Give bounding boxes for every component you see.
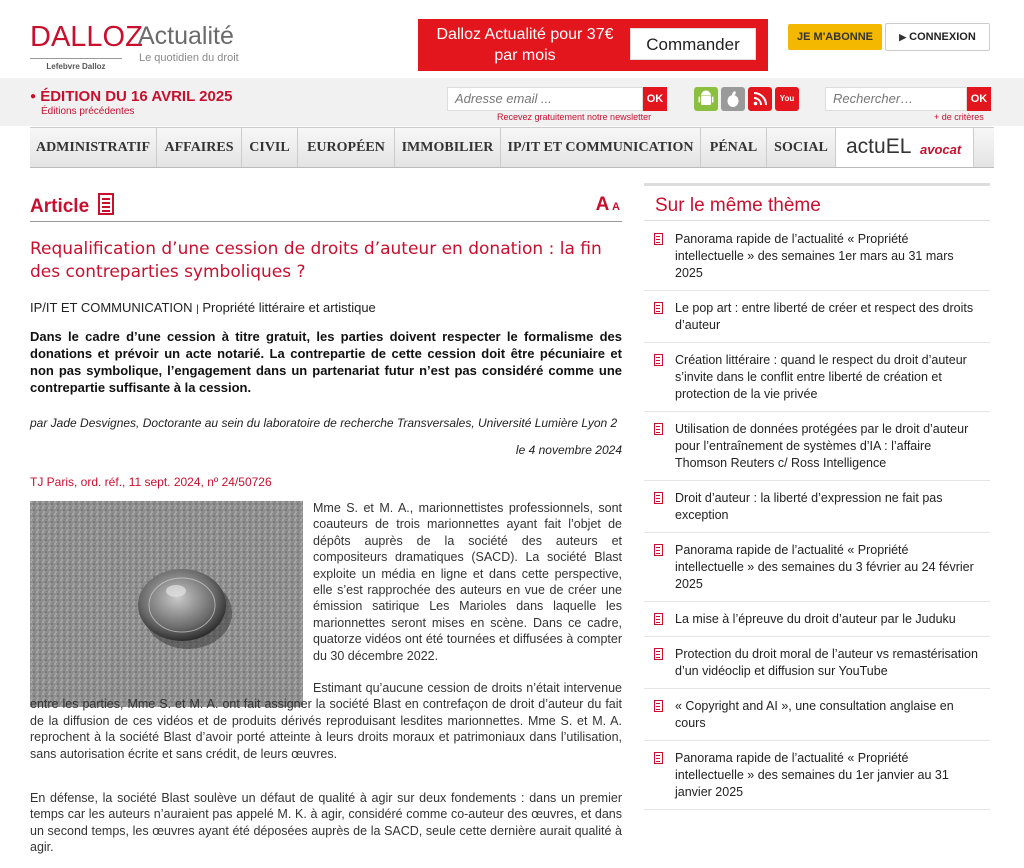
article-author: par Jade Desvignes, Doctorante au sein du laboratoire de recherche Transversales, Université Lumière Lyon 2: [30, 416, 618, 430]
category-separator: |: [196, 304, 199, 315]
document-icon: [654, 648, 663, 660]
document-icon: [654, 233, 663, 245]
nav-item-ip-it[interactable]: IP/IT ET COMMUNICATION: [501, 128, 701, 167]
document-icon: [654, 423, 663, 435]
related-item-link[interactable]: Le pop art : entre liberté de créer et respect des droits d’auteur: [675, 301, 974, 332]
related-item-link[interactable]: Droit d’auteur : la liberté d’expression ne fait pas exception: [675, 491, 943, 522]
site-name: Actualité: [138, 22, 234, 50]
related-item[interactable]: [644, 602, 990, 637]
category-sub-link[interactable]: Propriété littéraire et artistique: [202, 300, 376, 315]
article-paragraph-1: [313, 500, 622, 664]
newsletter-email-input[interactable]: Adresse email ...: [447, 87, 643, 111]
promo-text: Dalloz Actualité pour 37€ par mois: [436, 26, 614, 64]
nav-item-immobilier[interactable]: IMMOBILIER: [395, 128, 501, 167]
related-item-link[interactable]: Création littéraire : quand le respect du droit d’auteur s’invite dans le conflit entre liberté de création et protection de la vie privée: [675, 353, 967, 401]
promo-banner[interactable]: [418, 19, 768, 71]
apple-icon[interactable]: [721, 87, 745, 111]
rss-icon[interactable]: [748, 87, 772, 111]
related-item[interactable]: [644, 533, 990, 602]
related-item-link[interactable]: Panorama rapide de l’actualité « Propriété intellectuelle » des semaines 1er mars au 31 mars 2025: [675, 232, 954, 280]
avocat-logo-text: avocat: [920, 142, 962, 157]
related-item-link[interactable]: « Copyright and AI », une consultation anglaise en cours: [675, 699, 954, 730]
edition-title: [30, 88, 233, 105]
header: [0, 0, 1024, 78]
nav-item-civil[interactable]: CIVIL: [242, 128, 298, 167]
article-lede: Dans le cadre d’une cession à titre gratuit, les parties doivent respecter le formalisme des donations et prévoir un acte notarié. La contrepartie de cette cession doit être pécuniaire et non pas symbolique, l’engagement dans un partenariat futur n’est pas considéré comme une contrepartie suffisante à la cession.: [30, 329, 622, 395]
related-item-link[interactable]: Panorama rapide de l’actualité « Propriété intellectuelle » des semaines du 1er janvier au 31 janvier 2025: [675, 751, 949, 799]
paragraph-1-text: Mme S. et M. A., marionnettistes professionnels, sont coauteurs de trois marionnettes ayant fait l’objet de dépôts auprès de la société des auteurs et compositeurs dramatiques (SACD). La société Blast exploite un média en ligne et dans cette perspective, elle s’est rapprochée des auteurs en vue de créer une émission satirique Les Marioles dans laquelle les marionnettes seront mises en scène. Dans ce cadre, quatorze vidéos ont été tournées et diffusées à compter du 30 décembre 2022.: [313, 501, 622, 663]
document-icon: [654, 752, 663, 764]
coin-on-pavement-image: [30, 501, 303, 707]
article-title: Requalification d’une cession de droits d’auteur en donation : la fin des contreparties symboliques ?: [30, 239, 602, 282]
document-icon: [654, 492, 663, 504]
login-button[interactable]: [885, 23, 990, 51]
document-icon: [654, 354, 663, 366]
document-icon: [98, 193, 114, 215]
bullet-icon: ●: [30, 91, 37, 102]
related-item[interactable]: [644, 222, 990, 291]
article-label: Article: [30, 196, 90, 217]
logo-subtitle: Lefebvre Dalloz: [30, 58, 122, 71]
newsletter-ok-button[interactable]: OK: [643, 87, 667, 111]
edition-label: ÉDITION DU 16 AVRIL 2025: [40, 88, 233, 105]
previous-editions-link[interactable]: Éditions précédentes: [41, 106, 135, 117]
related-item-link[interactable]: La mise à l’épreuve du droit d’auteur par le Juduku: [675, 612, 956, 626]
related-item[interactable]: [644, 637, 990, 689]
related-list: [644, 222, 990, 810]
nav-item-affaires[interactable]: AFFAIRES: [157, 128, 242, 167]
dalloz-logo[interactable]: [30, 21, 143, 71]
related-item-link[interactable]: Protection du droit moral de l’auteur vs remastérisation d’un vidéoclip et diffusion sur YouTube: [675, 647, 978, 678]
nav-item-penal[interactable]: PÉNAL: [701, 128, 767, 167]
nav-item-actuel-avocat[interactable]: [836, 128, 974, 167]
logo-text: DALLOZ: [30, 21, 143, 53]
play-icon: ▶: [899, 32, 907, 42]
actuel-logo-text: actuEL: [846, 135, 912, 158]
paragraph-3-text: En défense, la société Blast soulève un défaut de qualité à agir sur deux fondements : dans un premier temps car les auteurs n’auraient pas appelé M. K. à agir, considéré comme co-auteur des œuvres, et dans un second temps, les œuvres ayant été déposées auprès de la SACD, seule cette dernière aurait qualité à agir.: [30, 791, 622, 855]
related-item[interactable]: [644, 689, 990, 741]
related-item-link[interactable]: Panorama rapide de l’actualité « Propriété intellectuelle » des semaines du 3 février au 24 février 2025: [675, 543, 974, 591]
article-paragraph-2: [30, 680, 622, 762]
document-icon: [654, 700, 663, 712]
document-icon: [654, 302, 663, 314]
related-item[interactable]: [644, 741, 990, 810]
document-icon: [654, 544, 663, 556]
article-reference[interactable]: TJ Paris, ord. réf., 11 sept. 2024, nº 24/50726: [30, 475, 272, 489]
related-item[interactable]: [644, 412, 990, 481]
nav-item-administratif[interactable]: ADMINISTRATIF: [30, 128, 157, 167]
article-paragraph-3: [30, 790, 622, 856]
paragraph-2-text: Estimant qu’aucune cession de droits n’était intervenue entre les parties, Mme S. et M. A. ont fait assigner la société Blast en contrefaçon de droit d’auteur du fait de la diffusion de ces vidéos et de produits dérivés reproduisant lesdites marionnettes. Mme S. et M. A. reprochent à la société Blast d’avoir porté atteinte à leurs droits moraux et patrimoniaux dans l’utilisation, sans autorisation écrite et sans crédit, de leurs œuvres.: [30, 681, 622, 761]
article-header: [30, 192, 622, 222]
more-criteria-link[interactable]: + de critères: [934, 112, 984, 122]
font-size-icon[interactable]: A A: [595, 194, 620, 215]
category-main-link[interactable]: IP/IT ET COMMUNICATION: [30, 300, 193, 315]
main-nav: [30, 127, 994, 168]
search-ok-button[interactable]: OK: [967, 87, 991, 111]
related-title: Sur le même thème: [655, 195, 821, 216]
order-button[interactable]: Commander: [630, 28, 756, 60]
search-input[interactable]: Rechercher…: [825, 87, 967, 111]
youtube-icon[interactable]: You: [775, 87, 799, 111]
nav-item-europeen[interactable]: EUROPÉEN: [298, 128, 395, 167]
related-header: [644, 183, 990, 221]
related-item-link[interactable]: Utilisation de données protégées par le droit d’auteur pour l’entraînement de systèmes d’IA : l’affaire Thomson Reuters c/ Ross Intelligence: [675, 422, 969, 470]
site-tagline: Le quotidien du droit: [139, 52, 239, 64]
login-label: CONNEXION: [909, 31, 976, 43]
article-category: [30, 300, 376, 315]
related-item[interactable]: [644, 291, 990, 343]
newsletter-note: Recevez gratuitement notre newsletter: [497, 112, 652, 122]
subscribe-button[interactable]: JE M'ABONNE: [788, 24, 882, 50]
related-item[interactable]: [644, 343, 990, 412]
related-item[interactable]: [644, 481, 990, 533]
document-icon: [654, 613, 663, 625]
android-icon[interactable]: [694, 87, 718, 111]
nav-item-social[interactable]: SOCIAL: [767, 128, 836, 167]
article-date: le 4 novembre 2024: [515, 443, 622, 457]
